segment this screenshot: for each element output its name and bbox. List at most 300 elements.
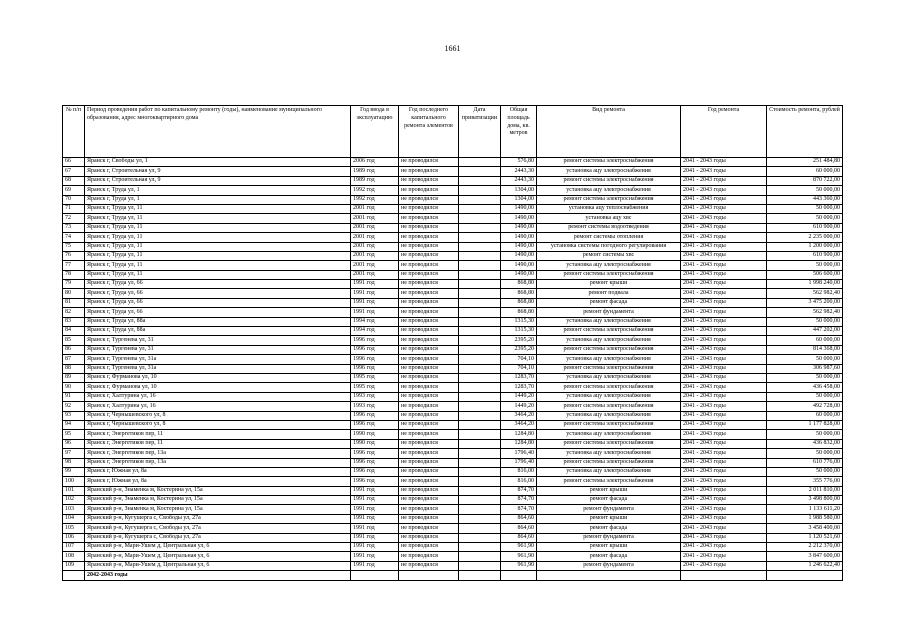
row-privatization <box>459 345 501 354</box>
row-commission-year: 1996 год <box>351 477 399 486</box>
row-repair-cost: 492 728,00 <box>767 402 843 411</box>
row-number: 80 <box>63 289 85 298</box>
row-last-repair: не проводился <box>399 317 459 326</box>
table-header-row <box>63 106 843 158</box>
row-privatization <box>459 270 501 279</box>
row-repair-type: установка ацу хвс <box>537 214 681 223</box>
row-privatization <box>459 533 501 542</box>
row-commission-year: 2001 год <box>351 233 399 242</box>
table-row <box>63 439 843 448</box>
row-last-repair: не проводился <box>399 383 459 392</box>
row-last-repair: не проводился <box>399 345 459 354</box>
row-commission-year: 2001 год <box>351 223 399 232</box>
row-repair-type: ремонт системы электроснабжения <box>537 345 681 354</box>
row-address: Яранск г, Труда ул, 66 <box>85 308 351 317</box>
row-commission-year: 1991 год <box>351 514 399 523</box>
row-number: 87 <box>63 355 85 364</box>
table-row <box>63 186 843 195</box>
row-address: Яранск г, Чернышевского ул, 8 <box>85 411 351 420</box>
row-repair-year: 2041 - 2043 годы <box>681 533 767 542</box>
row-privatization <box>459 223 501 232</box>
row-area: 1304,00 <box>501 186 537 195</box>
row-address: Яранск г, Строительная ул, 9 <box>85 167 351 176</box>
row-number: 99 <box>63 467 85 476</box>
row-address: Яранск г, Тургенева ул, 31а <box>85 364 351 373</box>
row-address: Яранск г, Энергетиков пер, 11 <box>85 439 351 448</box>
row-repair-year: 2041 - 2043 годы <box>681 204 767 213</box>
table-row <box>63 204 843 213</box>
row-repair-type: ремонт системы электроснабжения <box>537 383 681 392</box>
row-repair-cost: 50 000,00 <box>767 317 843 326</box>
table-row <box>63 383 843 392</box>
row-repair-year: 2041 - 2043 годы <box>681 467 767 476</box>
row-area: 864,60 <box>501 514 537 523</box>
row-number: 105 <box>63 524 85 533</box>
table-row <box>63 561 843 570</box>
row-privatization <box>459 486 501 495</box>
row-last-repair: не проводился <box>399 242 459 251</box>
row-privatization <box>459 383 501 392</box>
row-privatization <box>459 420 501 429</box>
table-row <box>63 373 843 382</box>
row-repair-type: установка ацу теплоснабжения <box>537 204 681 213</box>
row-repair-type: установка ацу электроснабжения <box>537 449 681 458</box>
footer-empty-cell <box>501 571 537 580</box>
row-commission-year: 2001 год <box>351 251 399 260</box>
row-repair-year: 2041 - 2043 годы <box>681 223 767 232</box>
table-row <box>63 355 843 364</box>
row-address: Яранск г, Свободы ул, 1 <box>85 158 351 167</box>
row-address: Яранск г, Халтурина ул, 16 <box>85 402 351 411</box>
row-repair-type: ремонт крыши <box>537 543 681 552</box>
row-address: Яранск г, Труда ул, 1 <box>85 186 351 195</box>
row-repair-type: установка ацу электроснабжения <box>537 411 681 420</box>
row-last-repair: не проводился <box>399 280 459 289</box>
row-repair-type: ремонт системы электроснабжения <box>537 176 681 185</box>
row-privatization <box>459 251 501 260</box>
row-last-repair: не проводился <box>399 158 459 167</box>
row-address: Яранский р-н, Знаменка м, Костерина ул, 15а <box>85 496 351 505</box>
row-repair-cost: 3 847 600,00 <box>767 552 843 561</box>
row-address: Яранск г, Труда ул, 11 <box>85 270 351 279</box>
row-area: 874,70 <box>501 496 537 505</box>
table-row <box>63 327 843 336</box>
row-area: 1796,40 <box>501 449 537 458</box>
row-address: Яранск г, Труда ул, 88а <box>85 317 351 326</box>
table-row <box>63 543 843 552</box>
table-row <box>63 486 843 495</box>
row-repair-type: установка ацу электроснабжения <box>537 392 681 401</box>
row-commission-year: 1994 год <box>351 327 399 336</box>
row-area: 1304,00 <box>501 195 537 204</box>
row-address: Яранск г, Труда ул, 11 <box>85 214 351 223</box>
row-repair-type: ремонт системы электроснабжения <box>537 364 681 373</box>
row-commission-year: 1996 год <box>351 355 399 364</box>
row-number: 70 <box>63 195 85 204</box>
row-last-repair: не проводился <box>399 514 459 523</box>
row-repair-cost: 436 832,00 <box>767 439 843 448</box>
row-area: 1490,00 <box>501 223 537 232</box>
row-commission-year: 1995 год <box>351 373 399 382</box>
row-repair-type: ремонт фундамента <box>537 561 681 570</box>
row-repair-cost: 251 484,80 <box>767 158 843 167</box>
row-repair-type: установка ацу электроснабжения <box>537 186 681 195</box>
row-repair-type: установка ацу электроснабжения <box>537 317 681 326</box>
row-number: 66 <box>63 158 85 167</box>
row-repair-cost: 562 982,40 <box>767 289 843 298</box>
row-area: 961,90 <box>501 543 537 552</box>
row-last-repair: не проводился <box>399 176 459 185</box>
row-privatization <box>459 158 501 167</box>
row-area: 1490,00 <box>501 214 537 223</box>
row-repair-cost: 562 982,40 <box>767 308 843 317</box>
row-repair-year: 2041 - 2043 годы <box>681 355 767 364</box>
row-address: Яранский р-н, Кугушерга с, Свободы ул, 27а <box>85 524 351 533</box>
row-address: Яранский р-н, Мари-Ушем д, Центральная ул, 6 <box>85 552 351 561</box>
footer-empty-cell <box>399 571 459 580</box>
row-address: Яранский р-н, Кугушерга с, Свободы ул, 27а <box>85 514 351 523</box>
row-repair-type: ремонт крыши <box>537 280 681 289</box>
row-repair-cost: 50 000,00 <box>767 373 843 382</box>
header-repair-year: Год ремонта <box>681 106 767 158</box>
row-repair-year: 2041 - 2043 годы <box>681 280 767 289</box>
row-number: 85 <box>63 336 85 345</box>
row-repair-type: ремонт системы электроснабжения <box>537 402 681 411</box>
row-area: 2443,30 <box>501 176 537 185</box>
row-commission-year: 1990 год <box>351 430 399 439</box>
row-area: 868,80 <box>501 308 537 317</box>
row-last-repair: не проводился <box>399 505 459 514</box>
row-repair-cost: 50 000,00 <box>767 392 843 401</box>
row-number: 86 <box>63 345 85 354</box>
row-repair-cost: 610 776,00 <box>767 458 843 467</box>
table-row <box>63 496 843 505</box>
table-row <box>63 167 843 176</box>
row-last-repair: не проводился <box>399 167 459 176</box>
row-repair-year: 2041 - 2043 годы <box>681 420 767 429</box>
row-repair-cost: 1 988 580,00 <box>767 514 843 523</box>
row-area: 1284,80 <box>501 439 537 448</box>
table-row <box>63 514 843 523</box>
table-row <box>63 233 843 242</box>
row-area: 576,80 <box>501 158 537 167</box>
row-privatization <box>459 186 501 195</box>
row-last-repair: не проводился <box>399 355 459 364</box>
footer-empty-cell <box>351 571 399 580</box>
row-number: 77 <box>63 261 85 270</box>
row-area: 1490,00 <box>501 242 537 251</box>
row-area: 864,60 <box>501 524 537 533</box>
row-number: 104 <box>63 514 85 523</box>
row-privatization <box>459 242 501 251</box>
row-repair-type: ремонт фасада <box>537 496 681 505</box>
row-repair-type: ремонт системы электроснабжения <box>537 270 681 279</box>
row-address: Яранск г, Фурманова ул, 10 <box>85 383 351 392</box>
row-address: Яранск г, Энергетиков пер, 13а <box>85 449 351 458</box>
row-repair-year: 2041 - 2043 годы <box>681 561 767 570</box>
row-commission-year: 1991 год <box>351 496 399 505</box>
header-last-repair-year: Год последнего капитального ремонта элементов <box>399 106 459 158</box>
row-commission-year: 1991 год <box>351 289 399 298</box>
row-repair-year: 2041 - 2043 годы <box>681 195 767 204</box>
row-number: 93 <box>63 411 85 420</box>
row-address: Яранск г, Южная ул, 8а <box>85 477 351 486</box>
period-footer-label: 2042-2043 годы <box>85 571 351 580</box>
row-privatization <box>459 524 501 533</box>
row-repair-year: 2041 - 2043 годы <box>681 477 767 486</box>
row-repair-type: ремонт фасада <box>537 524 681 533</box>
row-privatization <box>459 496 501 505</box>
row-repair-cost: 60 000,00 <box>767 411 843 420</box>
row-privatization <box>459 430 501 439</box>
row-address: Яранск г, Строительная ул, 9 <box>85 176 351 185</box>
row-commission-year: 1996 год <box>351 411 399 420</box>
row-commission-year: 1995 год <box>351 383 399 392</box>
row-repair-cost: 50 000,00 <box>767 430 843 439</box>
row-privatization <box>459 355 501 364</box>
row-address: Яранск г, Труда ул, 66 <box>85 298 351 307</box>
footer-empty-cell <box>459 571 501 580</box>
row-last-repair: не проводился <box>399 458 459 467</box>
table-row <box>63 364 843 373</box>
row-number: 90 <box>63 383 85 392</box>
row-last-repair: не проводился <box>399 186 459 195</box>
row-repair-type: ремонт системы электроснабжения <box>537 327 681 336</box>
row-commission-year: 1991 год <box>351 308 399 317</box>
row-last-repair: не проводился <box>399 543 459 552</box>
table-row <box>63 458 843 467</box>
row-commission-year: 1992 год <box>351 195 399 204</box>
row-commission-year: 1996 год <box>351 336 399 345</box>
table-row <box>63 449 843 458</box>
row-last-repair: не проводился <box>399 552 459 561</box>
row-commission-year: 1991 год <box>351 298 399 307</box>
row-repair-cost: 50 000,00 <box>767 204 843 213</box>
table-body <box>63 158 843 581</box>
row-area: 1490,00 <box>501 270 537 279</box>
table-row <box>63 467 843 476</box>
footer-empty-cell <box>63 571 85 580</box>
row-privatization <box>459 561 501 570</box>
row-address: Яранск г, Труда ул, 11 <box>85 223 351 232</box>
table-row <box>63 280 843 289</box>
row-last-repair: не проводился <box>399 402 459 411</box>
row-address: Яранск г, Чернышевского ул, 8 <box>85 420 351 429</box>
row-area: 1449,20 <box>501 392 537 401</box>
row-address: Яранск г, Тургенева ул, 31а <box>85 355 351 364</box>
row-last-repair: не проводился <box>399 270 459 279</box>
row-commission-year: 2001 год <box>351 261 399 270</box>
row-repair-year: 2041 - 2043 годы <box>681 186 767 195</box>
row-address: Яранск г, Энергетиков пер, 13а <box>85 458 351 467</box>
row-repair-cost: 50 000,00 <box>767 261 843 270</box>
row-repair-type: ремонт системы отопления <box>537 233 681 242</box>
row-commission-year: 1993 год <box>351 392 399 401</box>
row-address: Яранский р-н, Мари-Ушем д, Центральная ул, 6 <box>85 543 351 552</box>
row-commission-year: 1991 год <box>351 524 399 533</box>
row-repair-type: ремонт крыши <box>537 486 681 495</box>
row-address: Яранск г, Труда ул, 66 <box>85 289 351 298</box>
row-privatization <box>459 204 501 213</box>
row-repair-year: 2041 - 2043 годы <box>681 327 767 336</box>
row-area: 1449,20 <box>501 402 537 411</box>
page-number: 1661 <box>444 44 461 53</box>
row-address: Яранск г, Труда ул, 66 <box>85 280 351 289</box>
row-area: 3464,20 <box>501 411 537 420</box>
row-last-repair: не проводился <box>399 204 459 213</box>
row-area: 1490,00 <box>501 204 537 213</box>
row-repair-cost: 610 900,00 <box>767 251 843 260</box>
row-repair-year: 2041 - 2043 годы <box>681 336 767 345</box>
row-repair-year: 2041 - 2043 годы <box>681 543 767 552</box>
row-last-repair: не проводился <box>399 392 459 401</box>
header-repair-cost: Стоимость ремонта, рублей <box>767 106 843 158</box>
row-repair-cost: 50 000,00 <box>767 214 843 223</box>
row-repair-type: ремонт системы электроснабжения <box>537 439 681 448</box>
row-privatization <box>459 261 501 270</box>
row-address: Яранский р-н, Знаменка м, Костерина ул, 15а <box>85 505 351 514</box>
row-number: 83 <box>63 317 85 326</box>
row-privatization <box>459 167 501 176</box>
row-number: 73 <box>63 223 85 232</box>
row-last-repair: не проводился <box>399 561 459 570</box>
row-repair-year: 2041 - 2043 годы <box>681 411 767 420</box>
row-area: 2395,20 <box>501 345 537 354</box>
row-privatization <box>459 364 501 373</box>
row-repair-year: 2041 - 2043 годы <box>681 261 767 270</box>
row-number: 100 <box>63 477 85 486</box>
row-commission-year: 2001 год <box>351 270 399 279</box>
row-area: 1796,40 <box>501 458 537 467</box>
row-repair-cost: 306 987,60 <box>767 364 843 373</box>
table-row <box>63 298 843 307</box>
row-repair-cost: 355 776,00 <box>767 477 843 486</box>
row-last-repair: не проводился <box>399 439 459 448</box>
row-address: Яранск г, Труда ул, 11 <box>85 242 351 251</box>
row-address: Яранский р-н, Кугушерга с, Свободы ул, 27а <box>85 533 351 542</box>
table-row <box>63 430 843 439</box>
row-repair-year: 2041 - 2043 годы <box>681 496 767 505</box>
row-area: 874,70 <box>501 486 537 495</box>
table-row <box>63 392 843 401</box>
row-repair-type: ремонт фундамента <box>537 533 681 542</box>
row-last-repair: не проводился <box>399 364 459 373</box>
row-commission-year: 2001 год <box>351 242 399 251</box>
table-row <box>63 505 843 514</box>
row-repair-year: 2041 - 2043 годы <box>681 289 767 298</box>
row-commission-year: 2001 год <box>351 204 399 213</box>
row-commission-year: 2006 год <box>351 158 399 167</box>
row-repair-cost: 2 011 810,00 <box>767 486 843 495</box>
row-repair-year: 2041 - 2043 годы <box>681 439 767 448</box>
row-repair-year: 2041 - 2043 годы <box>681 345 767 354</box>
row-last-repair: не проводился <box>399 420 459 429</box>
row-repair-cost: 2 235 000,00 <box>767 233 843 242</box>
row-number: 96 <box>63 439 85 448</box>
row-number: 109 <box>63 561 85 570</box>
row-address: Яранск г, Южная ул, 8а <box>85 467 351 476</box>
row-number: 74 <box>63 233 85 242</box>
row-repair-year: 2041 - 2043 годы <box>681 402 767 411</box>
row-address: Яранск г, Тургенева ул, 31 <box>85 345 351 354</box>
row-area: 1490,00 <box>501 261 537 270</box>
row-repair-cost: 3 475 200,00 <box>767 298 843 307</box>
row-area: 864,60 <box>501 533 537 542</box>
row-privatization <box>459 280 501 289</box>
row-area: 2395,20 <box>501 336 537 345</box>
row-repair-cost: 50 000,00 <box>767 355 843 364</box>
row-privatization <box>459 402 501 411</box>
row-repair-cost: 3 498 800,00 <box>767 496 843 505</box>
row-repair-cost: 50 000,00 <box>767 449 843 458</box>
row-repair-type: ремонт фасада <box>537 298 681 307</box>
row-privatization <box>459 195 501 204</box>
row-commission-year: 1996 год <box>351 345 399 354</box>
row-repair-type: ремонт фундамента <box>537 505 681 514</box>
row-repair-year: 2041 - 2043 годы <box>681 505 767 514</box>
row-number: 71 <box>63 204 85 213</box>
row-repair-type: ремонт системы электроснабжения <box>537 477 681 486</box>
row-commission-year: 1990 год <box>351 439 399 448</box>
row-address: Яранск г, Труда ул, 1 <box>85 195 351 204</box>
row-address: Яранск г, Тургенева ул, 31 <box>85 336 351 345</box>
row-last-repair: не проводился <box>399 477 459 486</box>
row-repair-cost: 1 998 240,00 <box>767 280 843 289</box>
row-privatization <box>459 298 501 307</box>
table-row <box>63 345 843 354</box>
capital-repair-table <box>62 105 843 581</box>
row-commission-year: 1989 год <box>351 167 399 176</box>
row-last-repair: не проводился <box>399 411 459 420</box>
row-repair-cost: 50 000,00 <box>767 467 843 476</box>
row-privatization <box>459 467 501 476</box>
row-last-repair: не проводился <box>399 430 459 439</box>
row-last-repair: не проводился <box>399 289 459 298</box>
row-number: 68 <box>63 176 85 185</box>
row-repair-year: 2041 - 2043 годы <box>681 486 767 495</box>
table-row <box>63 289 843 298</box>
row-repair-year: 2041 - 2043 годы <box>681 392 767 401</box>
table-row <box>63 214 843 223</box>
row-repair-year: 2041 - 2043 годы <box>681 233 767 242</box>
table-row <box>63 195 843 204</box>
header-total-area: Общая площадь дома, кв. метров <box>501 106 537 158</box>
row-commission-year: 1991 год <box>351 280 399 289</box>
row-repair-type: установка системы погодного регулирования <box>537 242 681 251</box>
row-repair-year: 2041 - 2043 годы <box>681 251 767 260</box>
row-number: 81 <box>63 298 85 307</box>
row-address: Яранск г, Фурманова ул, 10 <box>85 373 351 382</box>
row-commission-year: 1991 год <box>351 533 399 542</box>
row-repair-cost: 1 200 000,00 <box>767 242 843 251</box>
row-commission-year: 1991 год <box>351 505 399 514</box>
row-repair-cost: 506 600,00 <box>767 270 843 279</box>
footer-empty-cell <box>681 571 767 580</box>
row-repair-year: 2041 - 2043 годы <box>681 514 767 523</box>
row-privatization <box>459 233 501 242</box>
row-repair-year: 2041 - 2043 годы <box>681 373 767 382</box>
row-number: 75 <box>63 242 85 251</box>
header-repair-type: Вид ремонта <box>537 106 681 158</box>
row-last-repair: не проводился <box>399 336 459 345</box>
row-repair-year: 2041 - 2043 годы <box>681 552 767 561</box>
row-number: 79 <box>63 280 85 289</box>
table-row <box>63 533 843 542</box>
row-repair-cost: 436 458,00 <box>767 383 843 392</box>
row-address: Яранск г, Труда ул, 11 <box>85 251 351 260</box>
row-number: 106 <box>63 533 85 542</box>
table-row <box>63 317 843 326</box>
